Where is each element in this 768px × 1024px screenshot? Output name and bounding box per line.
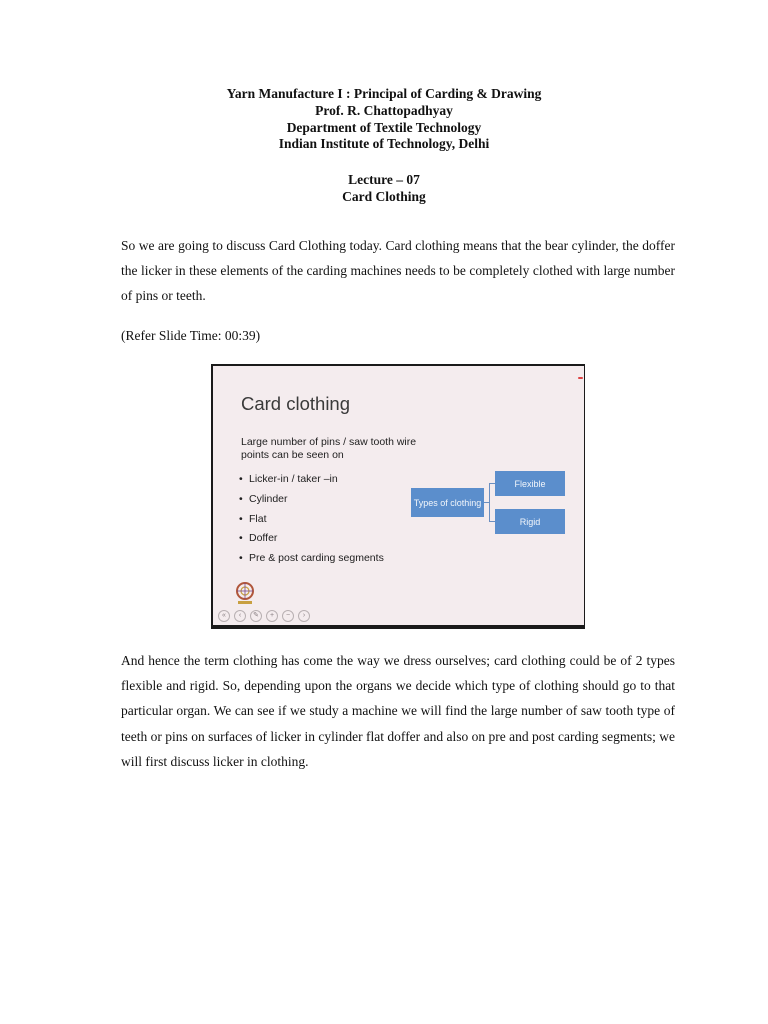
institute-name: Indian Institute of Technology, Delhi <box>278 136 490 152</box>
slide-controls <box>218 610 310 622</box>
pen-icon[interactable]: ✎ <box>250 610 262 622</box>
slide-screenshot <box>211 364 585 629</box>
slide-content <box>213 366 584 625</box>
slide-intro-text: Large number of pins / saw tooth wire points can be seen on <box>241 436 417 461</box>
slide-bullet-list <box>239 470 384 569</box>
diagram-root-box: Types of clothing <box>411 488 484 517</box>
diagram-connector <box>489 483 490 522</box>
professor-name: Prof. R. Chattopadhyay <box>315 102 453 118</box>
slide-time-reference: (Refer Slide Time: 00:39) <box>121 328 261 343</box>
zoom-in-icon[interactable]: + <box>266 610 278 622</box>
nav-first-icon[interactable]: « <box>218 610 230 622</box>
nav-prev-icon[interactable]: ‹ <box>234 610 246 622</box>
document-header <box>0 86 768 153</box>
intro-paragraph: So we are going to discuss Card Clothing today. Card clothing means that the bear cylinder, the doffer the licker in these elements of the carding machines needs to be completely clothed with large number of pins or teeth. <box>121 238 675 304</box>
lecture-heading <box>0 171 768 205</box>
course-title: Yarn Manufacture I : Principal of Carding & Drawing <box>226 86 542 101</box>
nptel-logo <box>233 581 257 605</box>
slide-bullet: • Licker-in / taker –in <box>239 473 338 485</box>
diagram-rigid-box: Rigid <box>495 509 565 534</box>
zoom-out-icon[interactable]: − <box>282 610 294 622</box>
body-paragraph: And hence the term clothing has come the way we dress ourselves; card clothing could be of 2 types flexible and rigid. So, depending upon the organs we decide which type of clothing should go to that particular organ. We can see if we study a machine we will find the large number of saw tooth type of teeth or pins on surfaces of licker in cylinder flat doffer and also on pre and post carding segments; we will first discuss licker in clothing. <box>121 653 675 769</box>
slide-bullet: • Pre & post carding segments <box>239 552 384 565</box>
nav-next-icon[interactable]: › <box>298 610 310 622</box>
lecture-title: Card Clothing <box>342 189 426 204</box>
slide-marker <box>578 377 583 379</box>
slide-title: Card clothing <box>241 393 351 414</box>
diagram-flexible-box: Flexible <box>495 471 565 496</box>
slide-bullet: • Flat <box>239 512 267 525</box>
slide-bullet: • Doffer <box>239 532 278 545</box>
department-name: Department of Textile Technology <box>286 119 482 135</box>
lecture-number: Lecture – 07 <box>348 172 420 187</box>
slide-bullet: • Cylinder <box>239 492 288 505</box>
